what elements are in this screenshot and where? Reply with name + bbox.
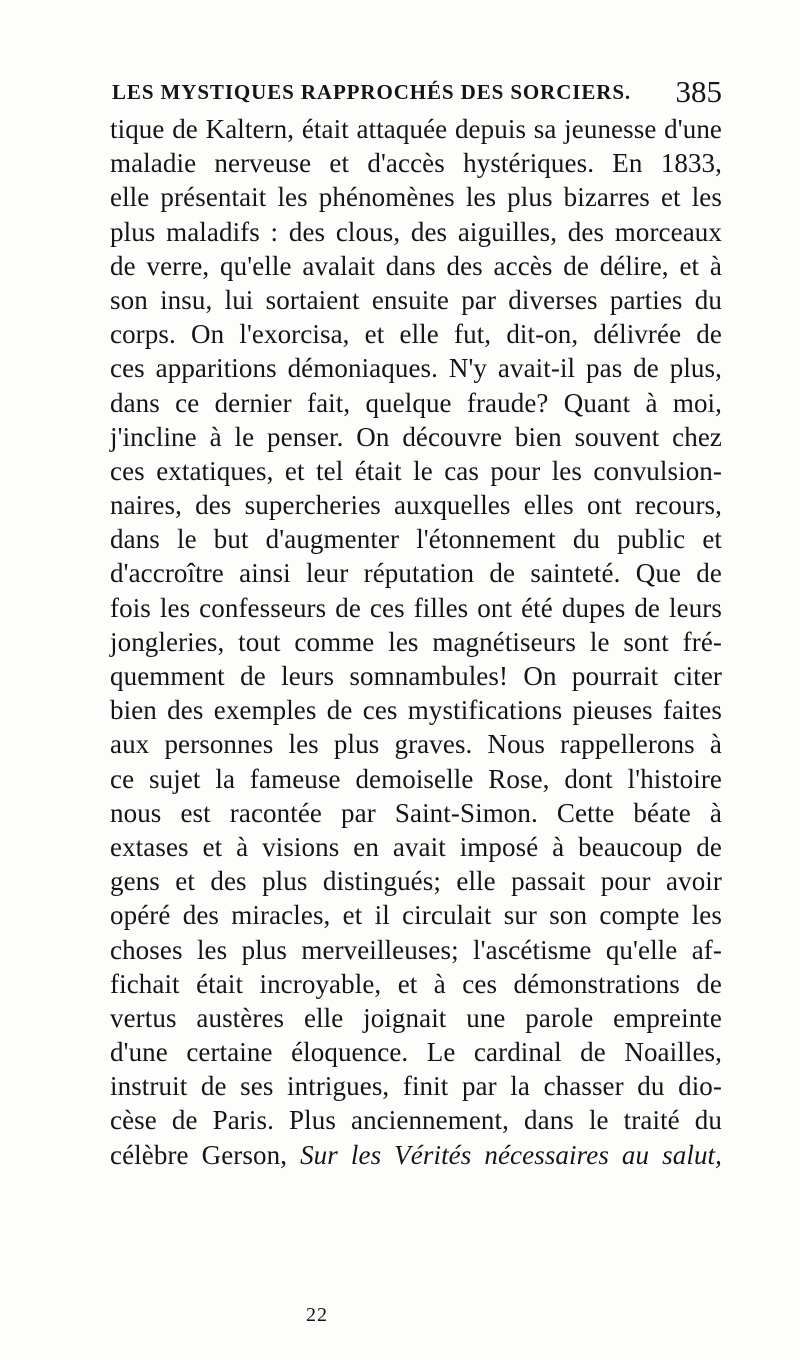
text-line: corps. On l'exorcisa, et elle fut, dit-on, délivrée de xyxy=(110,319,722,350)
text-line: nous est racontée par Saint-Simon. Cette béate à xyxy=(110,797,722,828)
text-line: jongleries, tout comme les magnétiseurs le sont fré- xyxy=(110,626,722,657)
running-head xyxy=(112,74,722,114)
text-line: d'une certaine éloquence. Le cardinal de Noailles, xyxy=(110,1037,722,1068)
text-line: dans le but d'augmenter l'étonnement du public et xyxy=(110,524,722,555)
text-line: vertus austères elle joignait une parole empreinte xyxy=(110,1002,722,1033)
text-line: maladie nerveuse et d'accès hystériques. En 1833, xyxy=(110,148,722,179)
text-line: extases et à visions en avait imposé à beaucoup de xyxy=(110,831,722,862)
book-title-italic: Sur les Vérités nécessaires au salut, xyxy=(300,1139,722,1170)
text-line: gens et des plus distingués; elle passait pour avoir xyxy=(110,866,722,897)
text-line: opéré des miracles, et il circulait sur son compte les xyxy=(110,900,722,931)
text-line: cèse de Paris. Plus anciennement, dans le traité du xyxy=(110,1105,722,1136)
text-line: tique de Kaltern, était attaquée depuis sa jeunesse d'une xyxy=(110,114,722,144)
running-title: LES MYSTIQUES RAPPROCHÉS DES SORCIERS. xyxy=(112,80,632,104)
text-line: choses les plus merveilleuses; l'ascétisme qu'elle af- xyxy=(110,934,722,965)
text-line: ces extatiques, et tel était le cas pour les convulsion- xyxy=(110,455,722,486)
text-line: bien des exemples de ces mystifications pieuses faites xyxy=(110,695,722,726)
text-line: naires, des supercheries auxquelles elles ont recours, xyxy=(110,490,722,521)
text-line: quemment de leurs somnambules! On pourrait citer xyxy=(110,661,722,691)
text-line: dans ce dernier fait, quelque fraude? Quant à moi, xyxy=(110,387,722,418)
text-line-last xyxy=(110,1138,722,1172)
signature-mark: 22 xyxy=(306,1304,328,1326)
text-line: ces apparitions démoniaques. N'y avait-il pas de plus, xyxy=(110,353,722,384)
text-line: elle présentait les phénomènes les plus bizarres et les xyxy=(110,182,722,213)
text-line: fois les confesseurs de ces filles ont été dupes de leurs xyxy=(110,592,722,623)
text-line: instruit de ses intrigues, finit par la chasser du dio- xyxy=(110,1071,722,1102)
body-text xyxy=(110,112,722,1172)
text-line: j'incline à le penser. On découvre bien souvent chez xyxy=(110,421,722,452)
text-line: aux personnes les plus graves. Nous rappellerons à xyxy=(110,729,722,760)
text-line: de verre, qu'elle avalait dans des accès de délire, et à xyxy=(110,250,722,281)
last-line-roman: célèbre Gerson, xyxy=(110,1139,288,1170)
text-line: d'accroître ainsi leur réputation de sainteté. Que de xyxy=(110,558,722,589)
text-line: plus maladifs : des clous, des aiguilles, des morceaux xyxy=(110,216,722,247)
text-line: son insu, lui sortaient ensuite par diverses parties du xyxy=(110,284,722,315)
page-number: 385 xyxy=(675,74,722,109)
text-line: fichait était incroyable, et à ces démonstrations de xyxy=(110,968,722,999)
text-line: ce sujet la fameuse demoiselle Rose, dont l'histoire xyxy=(110,763,722,794)
